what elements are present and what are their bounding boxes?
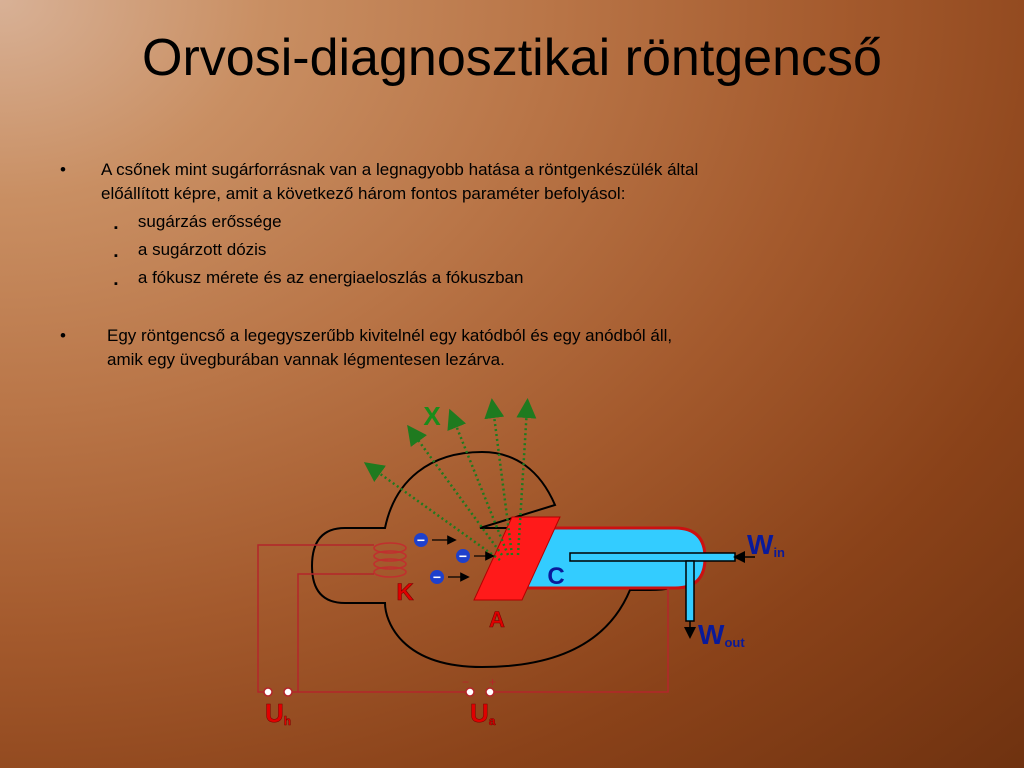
water-outlet-pipe [686, 561, 694, 621]
bullet-1-text-line-1: A csőnek mint sugárforrásnak van a legnagyobb hatása a röntgenkészülék által [101, 160, 699, 179]
anode-voltage-sub: a [488, 714, 496, 728]
bullet-2-text-line-2: amik egy üvegburában vannak légmentesen lezárva. [107, 350, 505, 369]
sub-bullet-text: a sugárzott dózis [137, 240, 267, 259]
water-in-main: W [747, 529, 774, 560]
xray-label: X [423, 401, 441, 431]
sub-bullet-marker: ▪ [114, 250, 118, 262]
electrons [414, 532, 490, 585]
anode-voltage-label [470, 698, 496, 728]
water-out-label [698, 619, 745, 650]
electron-sign: − [458, 548, 468, 564]
bullet-marker: • [60, 160, 66, 179]
electron-2 [456, 548, 490, 564]
sub-bullet-text: sugárzás erőssége [137, 212, 282, 231]
water-out-main: W [698, 619, 725, 650]
heater-voltage-main: U [265, 698, 284, 728]
electron-3 [430, 569, 465, 585]
heater-voltage-label [265, 698, 291, 728]
electron-sign: − [432, 569, 442, 585]
water-in-label [747, 529, 785, 560]
cathode-coil [374, 543, 406, 577]
water-in-sub: in [773, 545, 785, 560]
slide-title: Orvosi-diagnosztikai röntgencső [142, 29, 882, 87]
plus-sign: + [489, 675, 497, 689]
bullet-2-text-line-1: Egy röntgencső a legegyszerűbb kivitelnél egy katódból és egy anódból áll, [107, 326, 673, 345]
cathode-label: K [396, 579, 414, 606]
heater-voltage-sub: h [283, 714, 292, 728]
electron-sign: − [416, 532, 426, 548]
sub-bullet-marker: ▪ [114, 222, 118, 234]
anode-voltage-main: U [470, 698, 489, 728]
water-out-sub: out [724, 635, 745, 650]
sub-bullet-text: a fókusz mérete és az energiaeloszlás a fókuszban [137, 268, 524, 287]
water-inlet-pipe [570, 553, 735, 561]
bullet-1-text-line-2: előállított képre, amit a következő három fontos paraméter befolyásol: [101, 184, 626, 203]
bullet-marker: • [60, 326, 66, 345]
minus-sign: − [462, 675, 470, 689]
electron-1 [414, 532, 452, 548]
cooling-label: C [547, 563, 565, 590]
anode-label: A [489, 607, 505, 632]
sub-bullet-marker: ▪ [114, 278, 118, 290]
